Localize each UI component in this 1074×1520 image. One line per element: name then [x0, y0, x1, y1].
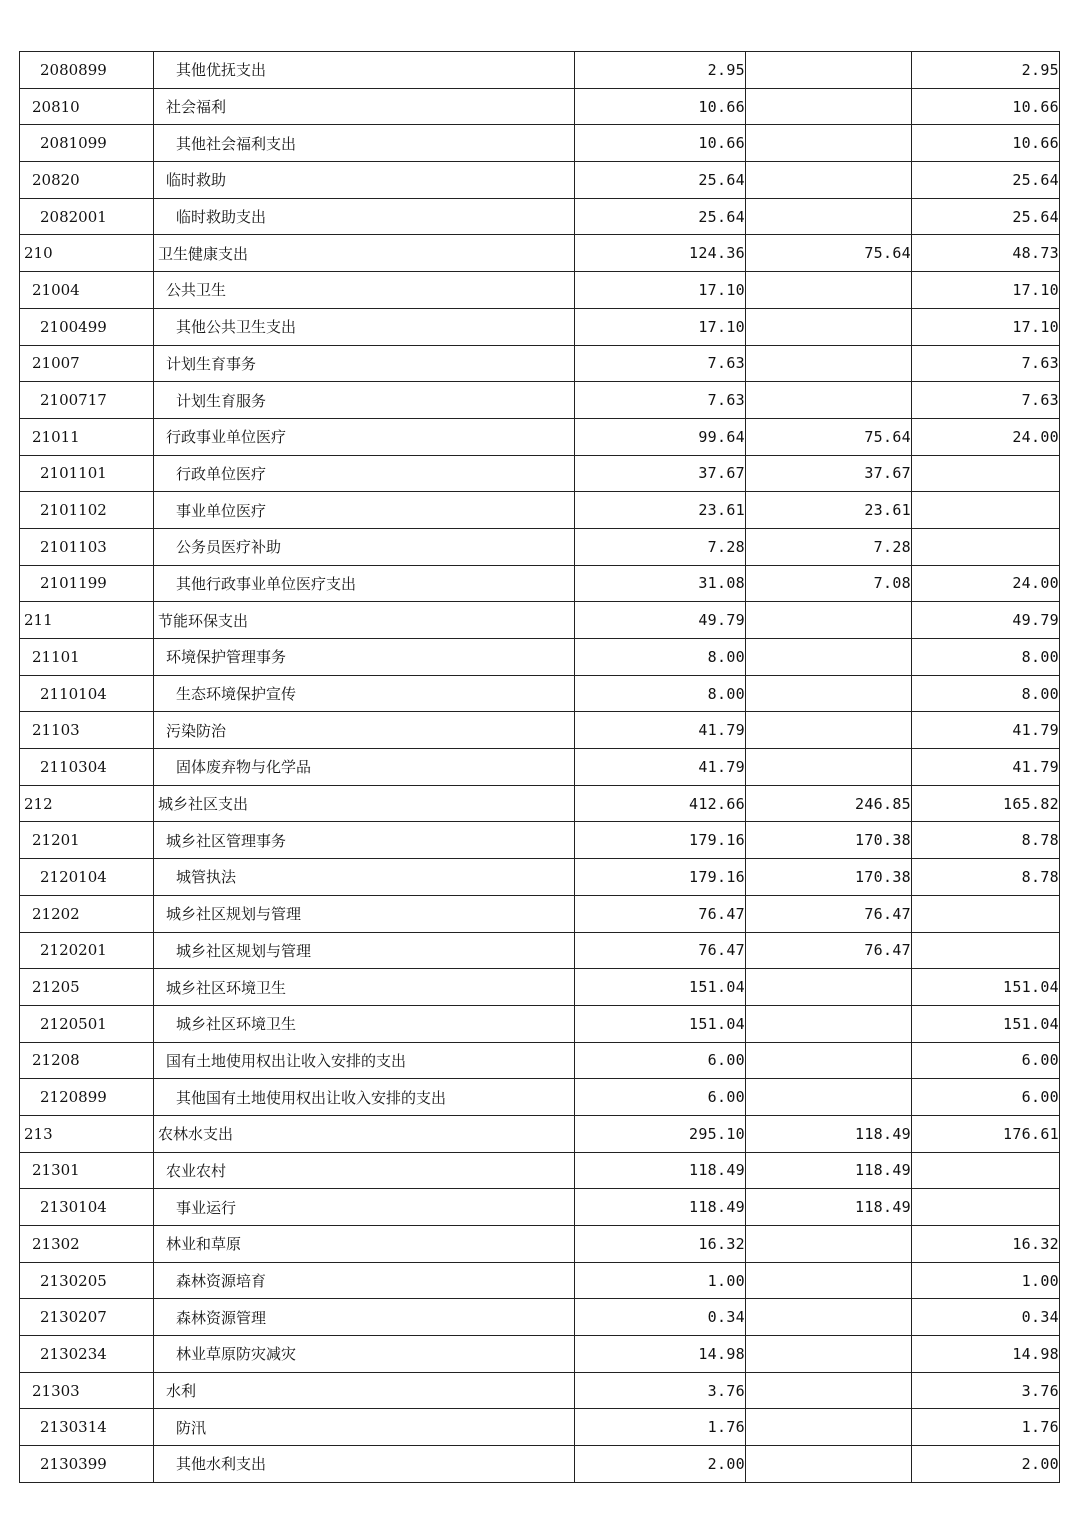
name-cell: 农林水支出: [154, 1115, 575, 1152]
total-cell: 2.00: [575, 1446, 746, 1483]
basic-expenditure-cell: [746, 52, 912, 89]
total-cell: 49.79: [575, 602, 746, 639]
basic-expenditure-cell: [746, 88, 912, 125]
table-row: [20, 1446, 1060, 1483]
project-expenditure-cell: [912, 528, 1060, 565]
basic-expenditure-cell: 118.49: [746, 1152, 912, 1189]
total-cell: 412.66: [575, 785, 746, 822]
basic-expenditure-cell: [746, 198, 912, 235]
project-expenditure-cell: 16.32: [912, 1226, 1060, 1263]
code-cell: 21208: [20, 1042, 154, 1079]
basic-expenditure-cell: 76.47: [746, 932, 912, 969]
table-row: [20, 1262, 1060, 1299]
basic-expenditure-cell: 37.67: [746, 455, 912, 492]
name-cell: 城乡社区规划与管理: [154, 932, 575, 969]
total-cell: 16.32: [575, 1226, 746, 1263]
table-row: [20, 1005, 1060, 1042]
basic-expenditure-cell: 170.38: [746, 822, 912, 859]
table-row: [20, 198, 1060, 235]
code-cell: 2120104: [20, 859, 154, 896]
project-expenditure-cell: [912, 492, 1060, 529]
total-cell: 118.49: [575, 1189, 746, 1226]
code-cell: 21303: [20, 1372, 154, 1409]
basic-expenditure-cell: 23.61: [746, 492, 912, 529]
name-cell: 污染防治: [154, 712, 575, 749]
code-cell: 210: [20, 235, 154, 272]
table-row: [20, 1372, 1060, 1409]
name-cell: 临时救助: [154, 162, 575, 199]
total-cell: 124.36: [575, 235, 746, 272]
project-expenditure-cell: 1.76: [912, 1409, 1060, 1446]
total-cell: 31.08: [575, 565, 746, 602]
table-row: [20, 418, 1060, 455]
project-expenditure-cell: 151.04: [912, 1005, 1060, 1042]
project-expenditure-cell: 0.34: [912, 1299, 1060, 1336]
name-cell: 城乡社区支出: [154, 785, 575, 822]
expenditure-table: [19, 51, 1060, 1483]
code-cell: 2101199: [20, 565, 154, 602]
table-row: [20, 1409, 1060, 1446]
total-cell: 2.95: [575, 52, 746, 89]
basic-expenditure-cell: [746, 602, 912, 639]
total-cell: 17.10: [575, 308, 746, 345]
total-cell: 1.00: [575, 1262, 746, 1299]
project-expenditure-cell: 7.63: [912, 345, 1060, 382]
code-cell: 2110104: [20, 675, 154, 712]
code-cell: 2100717: [20, 382, 154, 419]
name-cell: 森林资源管理: [154, 1299, 575, 1336]
project-expenditure-cell: 151.04: [912, 969, 1060, 1006]
total-cell: 76.47: [575, 932, 746, 969]
basic-expenditure-cell: 75.64: [746, 235, 912, 272]
code-cell: 21101: [20, 639, 154, 676]
project-expenditure-cell: 7.63: [912, 382, 1060, 419]
project-expenditure-cell: 25.64: [912, 162, 1060, 199]
table-row: [20, 528, 1060, 565]
project-expenditure-cell: 6.00: [912, 1079, 1060, 1116]
name-cell: 城乡社区管理事务: [154, 822, 575, 859]
total-cell: 1.76: [575, 1409, 746, 1446]
code-cell: 2130234: [20, 1336, 154, 1373]
table-row: [20, 895, 1060, 932]
project-expenditure-cell: 17.10: [912, 272, 1060, 309]
name-cell: 城乡社区规划与管理: [154, 895, 575, 932]
project-expenditure-cell: 176.61: [912, 1115, 1060, 1152]
project-expenditure-cell: 10.66: [912, 125, 1060, 162]
total-cell: 151.04: [575, 1005, 746, 1042]
project-expenditure-cell: [912, 1189, 1060, 1226]
project-expenditure-cell: 8.78: [912, 859, 1060, 896]
project-expenditure-cell: [912, 455, 1060, 492]
total-cell: 41.79: [575, 712, 746, 749]
name-cell: 城管执法: [154, 859, 575, 896]
basic-expenditure-cell: [746, 1005, 912, 1042]
project-expenditure-cell: 17.10: [912, 308, 1060, 345]
basic-expenditure-cell: [746, 1336, 912, 1373]
total-cell: 14.98: [575, 1336, 746, 1373]
total-cell: 41.79: [575, 749, 746, 786]
name-cell: 生态环境保护宣传: [154, 675, 575, 712]
table-row: [20, 675, 1060, 712]
code-cell: 2082001: [20, 198, 154, 235]
table-row: [20, 1299, 1060, 1336]
name-cell: 事业单位医疗: [154, 492, 575, 529]
table-row: [20, 749, 1060, 786]
code-cell: 21205: [20, 969, 154, 1006]
code-cell: 2130314: [20, 1409, 154, 1446]
table-row: [20, 52, 1060, 89]
code-cell: 2130205: [20, 1262, 154, 1299]
code-cell: 21301: [20, 1152, 154, 1189]
name-cell: 公务员医疗补助: [154, 528, 575, 565]
name-cell: 节能环保支出: [154, 602, 575, 639]
name-cell: 国有土地使用权出让收入安排的支出: [154, 1042, 575, 1079]
project-expenditure-cell: 8.00: [912, 639, 1060, 676]
total-cell: 6.00: [575, 1079, 746, 1116]
total-cell: 8.00: [575, 675, 746, 712]
project-expenditure-cell: 2.00: [912, 1446, 1060, 1483]
table-row: [20, 492, 1060, 529]
project-expenditure-cell: 10.66: [912, 88, 1060, 125]
basic-expenditure-cell: 7.28: [746, 528, 912, 565]
basic-expenditure-cell: [746, 1372, 912, 1409]
name-cell: 林业和草原: [154, 1226, 575, 1263]
table-row: [20, 859, 1060, 896]
name-cell: 事业运行: [154, 1189, 575, 1226]
name-cell: 水利: [154, 1372, 575, 1409]
project-expenditure-cell: 8.78: [912, 822, 1060, 859]
basic-expenditure-cell: [746, 1409, 912, 1446]
table-row: [20, 712, 1060, 749]
total-cell: 37.67: [575, 455, 746, 492]
code-cell: 21201: [20, 822, 154, 859]
project-expenditure-cell: 8.00: [912, 675, 1060, 712]
project-expenditure-cell: [912, 932, 1060, 969]
name-cell: 城乡社区环境卫生: [154, 1005, 575, 1042]
project-expenditure-cell: 41.79: [912, 712, 1060, 749]
table-row: [20, 932, 1060, 969]
code-cell: 20820: [20, 162, 154, 199]
total-cell: 295.10: [575, 1115, 746, 1152]
name-cell: 其他水利支出: [154, 1446, 575, 1483]
name-cell: 卫生健康支出: [154, 235, 575, 272]
table-row: [20, 1042, 1060, 1079]
basic-expenditure-cell: 246.85: [746, 785, 912, 822]
name-cell: 防汛: [154, 1409, 575, 1446]
name-cell: 公共卫生: [154, 272, 575, 309]
total-cell: 179.16: [575, 859, 746, 896]
project-expenditure-cell: 6.00: [912, 1042, 1060, 1079]
total-cell: 179.16: [575, 822, 746, 859]
code-cell: 2100499: [20, 308, 154, 345]
project-expenditure-cell: 14.98: [912, 1336, 1060, 1373]
total-cell: 76.47: [575, 895, 746, 932]
name-cell: 其他公共卫生支出: [154, 308, 575, 345]
basic-expenditure-cell: 76.47: [746, 895, 912, 932]
code-cell: 2110304: [20, 749, 154, 786]
code-cell: 2130399: [20, 1446, 154, 1483]
project-expenditure-cell: 41.79: [912, 749, 1060, 786]
total-cell: 7.63: [575, 382, 746, 419]
code-cell: 2120501: [20, 1005, 154, 1042]
code-cell: 211: [20, 602, 154, 639]
code-cell: 2130104: [20, 1189, 154, 1226]
code-cell: 21103: [20, 712, 154, 749]
code-cell: 2101103: [20, 528, 154, 565]
basic-expenditure-cell: 170.38: [746, 859, 912, 896]
code-cell: 21007: [20, 345, 154, 382]
code-cell: 21302: [20, 1226, 154, 1263]
code-cell: 21004: [20, 272, 154, 309]
basic-expenditure-cell: [746, 308, 912, 345]
basic-expenditure-cell: [746, 125, 912, 162]
total-cell: 25.64: [575, 162, 746, 199]
total-cell: 7.63: [575, 345, 746, 382]
basic-expenditure-cell: [746, 1446, 912, 1483]
table-row: [20, 969, 1060, 1006]
project-expenditure-cell: [912, 1152, 1060, 1189]
basic-expenditure-cell: [746, 162, 912, 199]
basic-expenditure-cell: [746, 1299, 912, 1336]
basic-expenditure-cell: [746, 675, 912, 712]
code-cell: 212: [20, 785, 154, 822]
total-cell: 17.10: [575, 272, 746, 309]
total-cell: 0.34: [575, 1299, 746, 1336]
name-cell: 计划生育事务: [154, 345, 575, 382]
name-cell: 环境保护管理事务: [154, 639, 575, 676]
code-cell: 20810: [20, 88, 154, 125]
basic-expenditure-cell: [746, 1226, 912, 1263]
basic-expenditure-cell: [746, 639, 912, 676]
basic-expenditure-cell: 118.49: [746, 1189, 912, 1226]
code-cell: 21011: [20, 418, 154, 455]
code-cell: 2120201: [20, 932, 154, 969]
table-row: [20, 1115, 1060, 1152]
table-row: [20, 272, 1060, 309]
code-cell: 213: [20, 1115, 154, 1152]
name-cell: 其他社会福利支出: [154, 125, 575, 162]
project-expenditure-cell: 1.00: [912, 1262, 1060, 1299]
project-expenditure-cell: 48.73: [912, 235, 1060, 272]
expenditure-table-body: [20, 52, 1060, 1483]
code-cell: 2080899: [20, 52, 154, 89]
total-cell: 10.66: [575, 88, 746, 125]
basic-expenditure-cell: [746, 712, 912, 749]
table-row: [20, 602, 1060, 639]
name-cell: 城乡社区环境卫生: [154, 969, 575, 1006]
name-cell: 临时救助支出: [154, 198, 575, 235]
name-cell: 林业草原防灾减灾: [154, 1336, 575, 1373]
project-expenditure-cell: 25.64: [912, 198, 1060, 235]
code-cell: 2120899: [20, 1079, 154, 1116]
name-cell: 其他国有土地使用权出让收入安排的支出: [154, 1079, 575, 1116]
basic-expenditure-cell: 118.49: [746, 1115, 912, 1152]
table-row: [20, 785, 1060, 822]
basic-expenditure-cell: [746, 382, 912, 419]
basic-expenditure-cell: [746, 345, 912, 382]
basic-expenditure-cell: [746, 1042, 912, 1079]
table-row: [20, 1226, 1060, 1263]
project-expenditure-cell: 49.79: [912, 602, 1060, 639]
code-cell: 2101102: [20, 492, 154, 529]
table-row: [20, 455, 1060, 492]
total-cell: 3.76: [575, 1372, 746, 1409]
name-cell: 社会福利: [154, 88, 575, 125]
total-cell: 99.64: [575, 418, 746, 455]
table-row: [20, 1152, 1060, 1189]
name-cell: 其他优抚支出: [154, 52, 575, 89]
name-cell: 行政单位医疗: [154, 455, 575, 492]
name-cell: 固体废弃物与化学品: [154, 749, 575, 786]
name-cell: 农业农村: [154, 1152, 575, 1189]
basic-expenditure-cell: [746, 749, 912, 786]
code-cell: 2101101: [20, 455, 154, 492]
table-row: [20, 125, 1060, 162]
total-cell: 118.49: [575, 1152, 746, 1189]
code-cell: 21202: [20, 895, 154, 932]
table-row: [20, 235, 1060, 272]
name-cell: 计划生育服务: [154, 382, 575, 419]
project-expenditure-cell: 24.00: [912, 418, 1060, 455]
table-row: [20, 88, 1060, 125]
table-row: [20, 1336, 1060, 1373]
project-expenditure-cell: [912, 895, 1060, 932]
total-cell: 7.28: [575, 528, 746, 565]
basic-expenditure-cell: [746, 1262, 912, 1299]
code-cell: 2081099: [20, 125, 154, 162]
table-row: [20, 345, 1060, 382]
project-expenditure-cell: 2.95: [912, 52, 1060, 89]
basic-expenditure-cell: 75.64: [746, 418, 912, 455]
basic-expenditure-cell: 7.08: [746, 565, 912, 602]
table-row: [20, 1079, 1060, 1116]
project-expenditure-cell: 165.82: [912, 785, 1060, 822]
total-cell: 8.00: [575, 639, 746, 676]
total-cell: 23.61: [575, 492, 746, 529]
name-cell: 森林资源培育: [154, 1262, 575, 1299]
total-cell: 151.04: [575, 969, 746, 1006]
table-row: [20, 382, 1060, 419]
project-expenditure-cell: 24.00: [912, 565, 1060, 602]
table-row: [20, 1189, 1060, 1226]
code-cell: 2130207: [20, 1299, 154, 1336]
table-row: [20, 639, 1060, 676]
total-cell: 25.64: [575, 198, 746, 235]
total-cell: 10.66: [575, 125, 746, 162]
table-row: [20, 308, 1060, 345]
basic-expenditure-cell: [746, 272, 912, 309]
basic-expenditure-cell: [746, 1079, 912, 1116]
name-cell: 其他行政事业单位医疗支出: [154, 565, 575, 602]
total-cell: 6.00: [575, 1042, 746, 1079]
basic-expenditure-cell: [746, 969, 912, 1006]
table-row: [20, 565, 1060, 602]
name-cell: 行政事业单位医疗: [154, 418, 575, 455]
table-row: [20, 822, 1060, 859]
table-row: [20, 162, 1060, 199]
project-expenditure-cell: 3.76: [912, 1372, 1060, 1409]
